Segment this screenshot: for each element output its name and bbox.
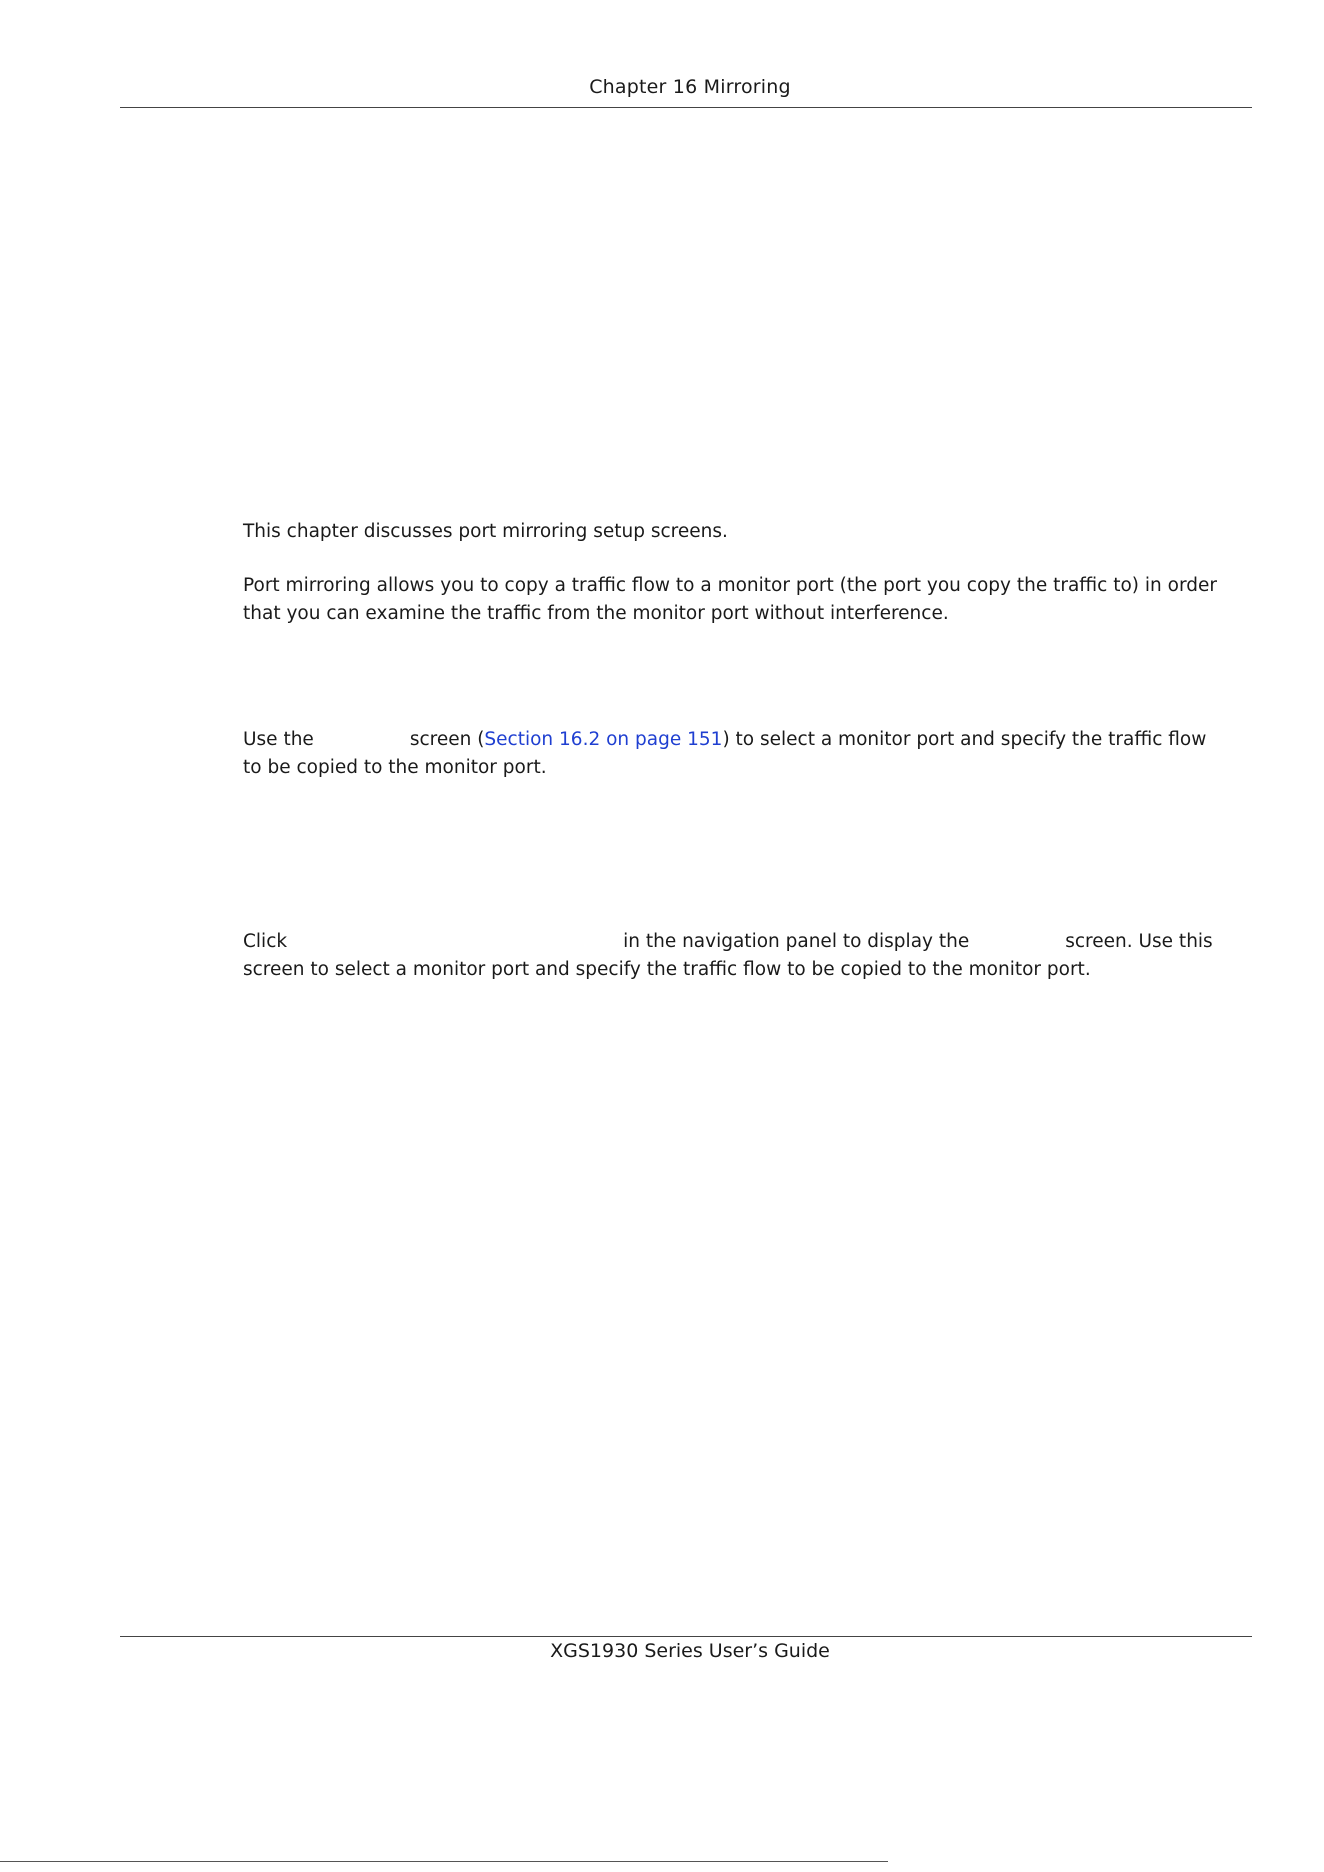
screen-usage-paragraph xyxy=(243,726,1253,782)
screen-usage-line-2: to be copied to the monitor port. xyxy=(243,757,547,778)
click-mid: in the navigation panel to display the xyxy=(623,931,970,952)
running-header: Chapter 16 Mirroring xyxy=(589,76,791,98)
running-footer: XGS1930 Series User’s Guide xyxy=(550,1640,830,1662)
click-lead: Click xyxy=(243,931,288,952)
footer-rule xyxy=(120,1636,1252,1637)
screen-usage-lead: Use the xyxy=(243,729,314,750)
intro-paragraph xyxy=(243,518,1253,546)
click-instructions-paragraph xyxy=(243,928,1253,984)
screen-usage-line-1 xyxy=(243,726,1253,754)
scan-edge-line xyxy=(0,1861,888,1862)
mirroring-overview-line-2: that you can examine the traffic from the monitor port without interference. xyxy=(243,603,949,624)
screen-usage-mid: screen ( xyxy=(409,729,485,750)
intro-text: This chapter discusses port mirroring setup screens. xyxy=(243,521,728,542)
mirroring-overview-line-1: Port mirroring allows you to copy a traffic flow to a monitor port (the port you copy the traffic to) in order xyxy=(243,575,1217,596)
click-tail: screen. Use this xyxy=(1065,931,1213,952)
click-instructions-line-1 xyxy=(243,928,1253,956)
click-instructions-line-2: screen to select a monitor port and specify the traffic flow to be copied to the monitor port. xyxy=(243,959,1091,980)
header-rule xyxy=(120,107,1252,108)
screen-usage-tail: ) to select a monitor port and specify the traffic flow xyxy=(722,729,1207,750)
mirroring-overview-paragraph xyxy=(243,572,1253,628)
section-cross-reference-link[interactable]: Section 16.2 on page 151 xyxy=(484,729,723,750)
